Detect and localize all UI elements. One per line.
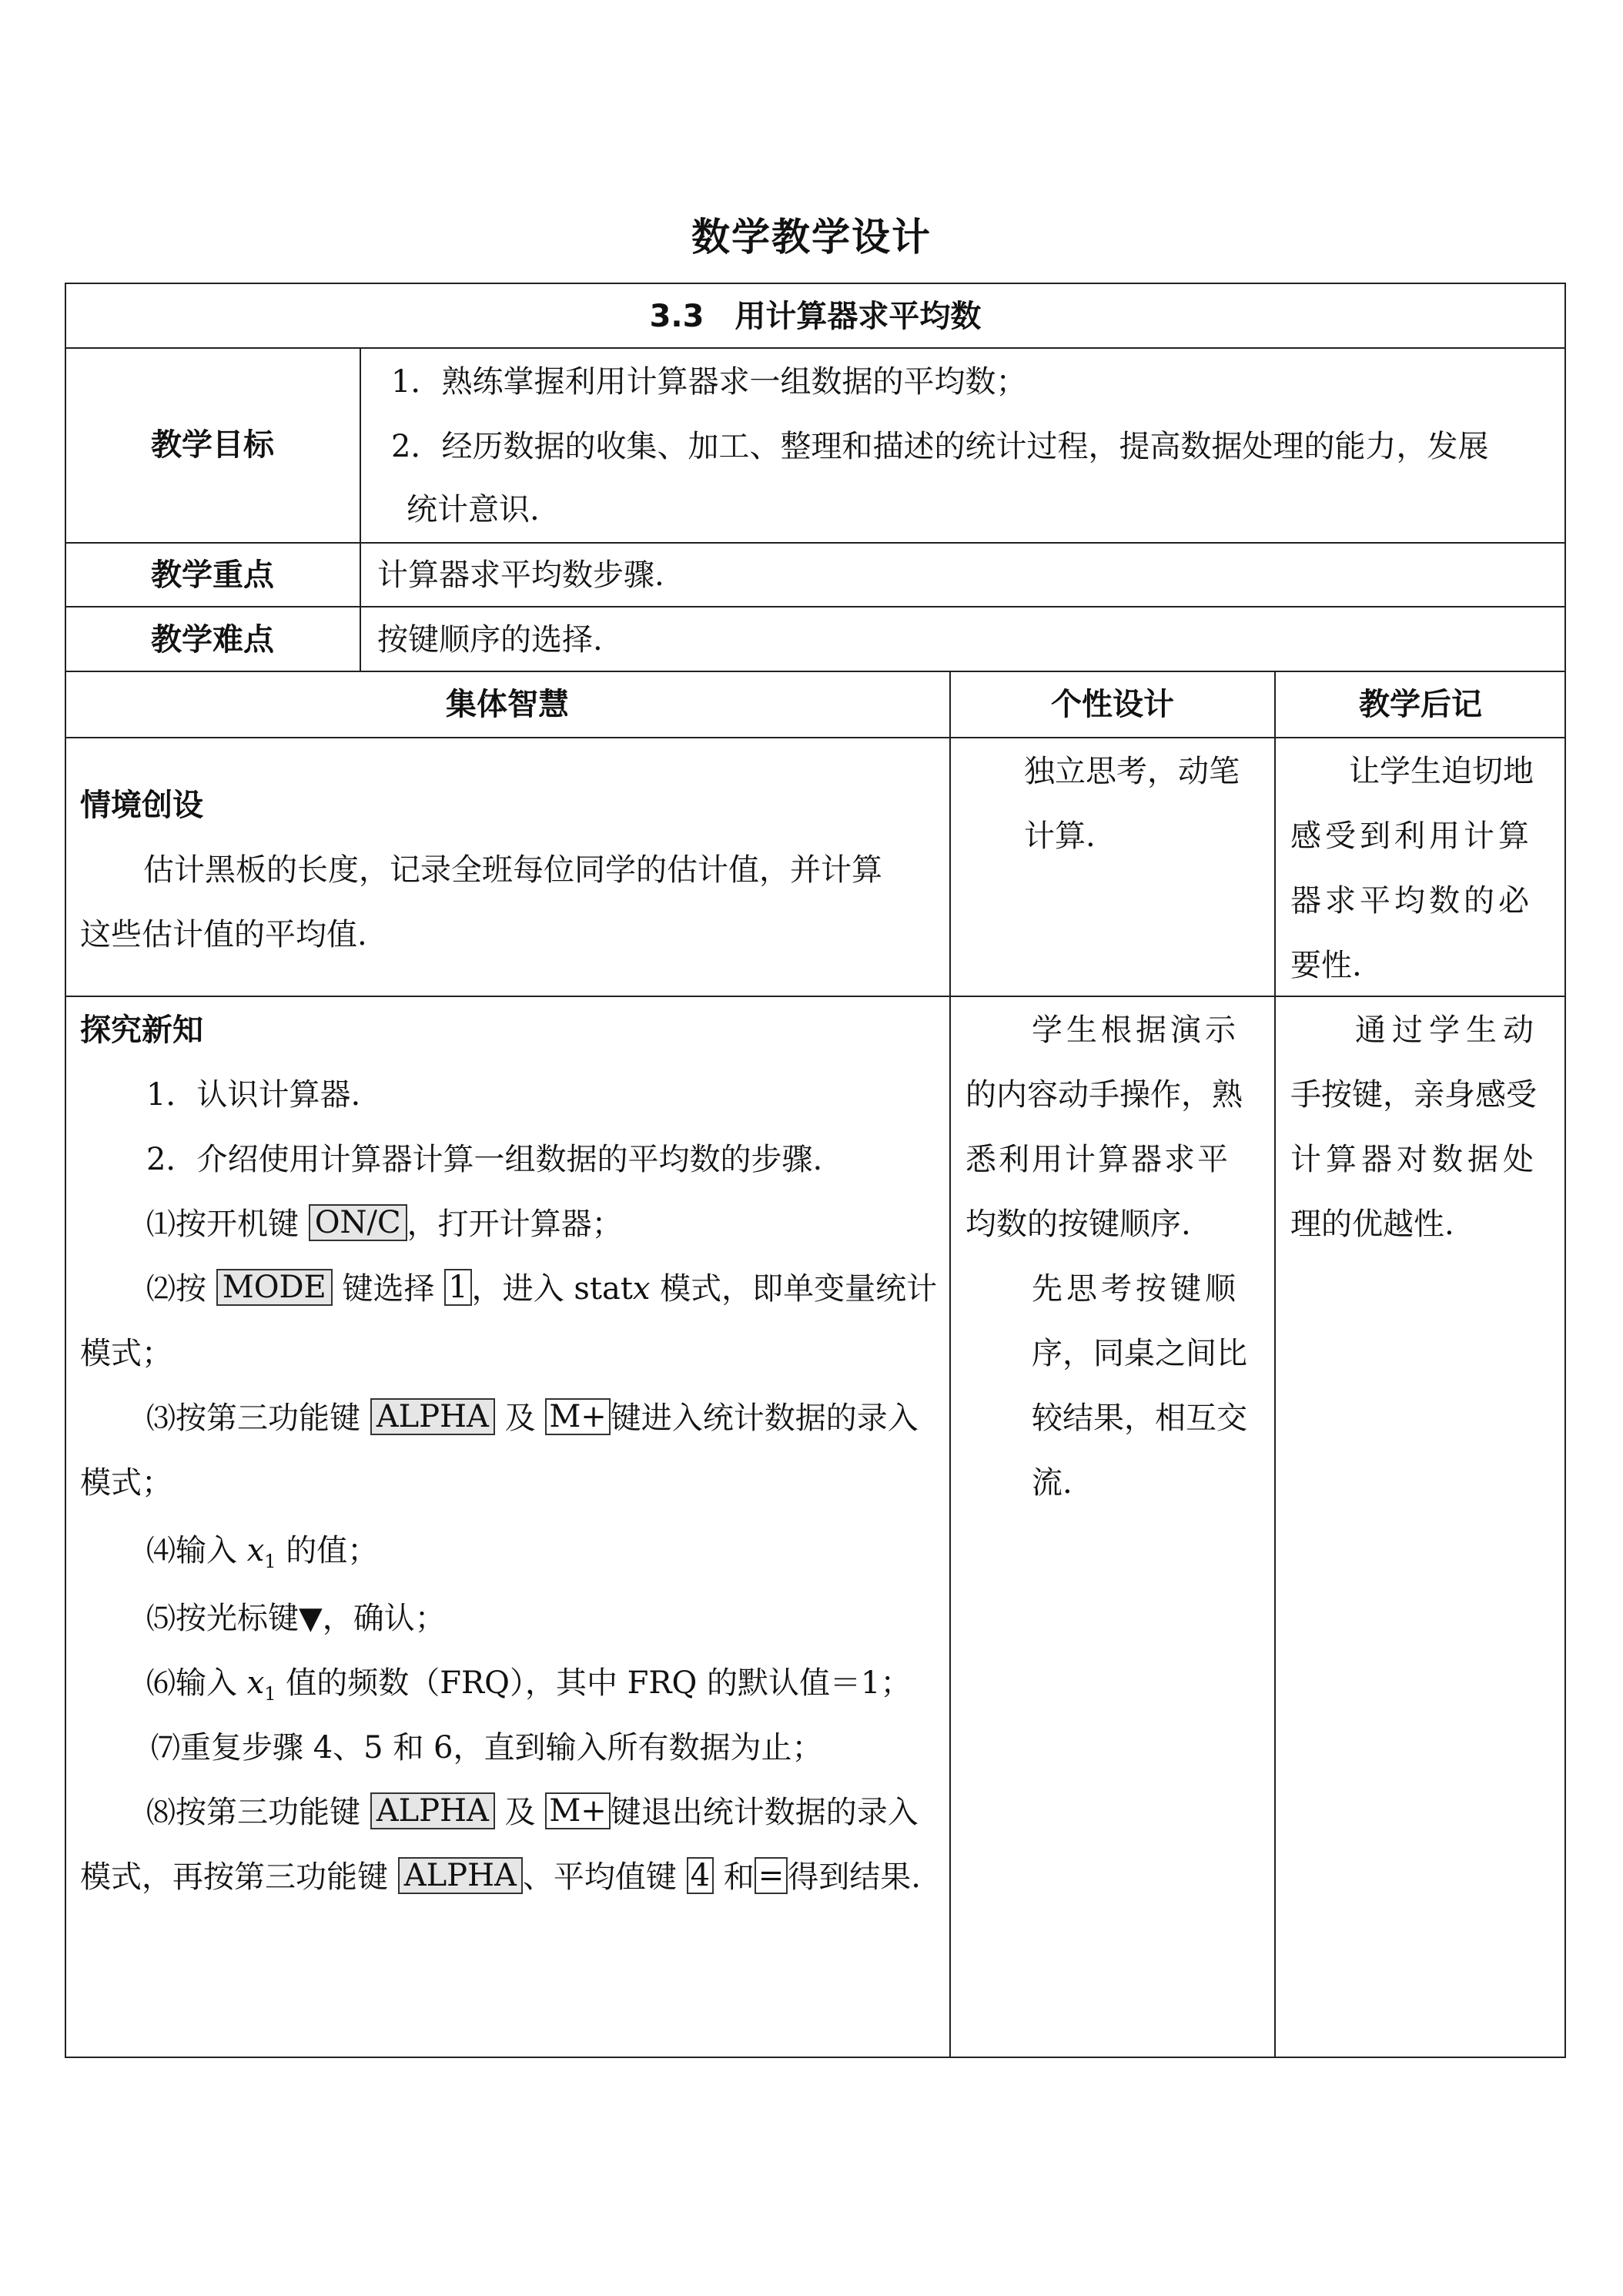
- step-text: 输入: [176, 1665, 247, 1701]
- step-5: [146, 1586, 446, 1651]
- step-text: 得到结果.: [788, 1859, 921, 1895]
- goals-line: 2．经历数据的收集、加工、整理和描述的统计过程，提高数据处理的能力，发展: [391, 429, 1489, 464]
- personal-note-line: 计算.: [1024, 818, 1096, 854]
- reflection-line: 手按键，亲身感受: [1290, 1077, 1537, 1113]
- key-equals: =: [755, 1857, 788, 1894]
- key-1: 1: [444, 1269, 471, 1306]
- step-text: 按第三功能键: [176, 1795, 361, 1830]
- reflection-line: 计算器对数据处: [1290, 1142, 1538, 1177]
- step-8: [146, 1780, 919, 1845]
- step-text: 、平均值键: [522, 1859, 677, 1895]
- step-text: 及: [504, 1401, 536, 1436]
- step-number: ⑷: [146, 1534, 176, 1568]
- step-text: 键选择: [342, 1271, 435, 1307]
- math-variable: x: [632, 1271, 651, 1307]
- step-number: ⑸: [146, 1602, 176, 1635]
- reflection-line: 感受到利用计算: [1290, 818, 1533, 854]
- step-text: 重复步骤 4、5 和 6，直到输入所有数据为止；: [180, 1730, 823, 1766]
- paragraph-line: 2．介绍使用计算器计算一组数据的平均数的步骤.: [146, 1142, 823, 1177]
- step-number: ⑵: [146, 1272, 176, 1306]
- paragraph-line: 这些估计值的平均值.: [80, 917, 367, 952]
- goals-label: 教学目标: [151, 427, 274, 463]
- step-text: 键退出统计数据的录入: [610, 1795, 919, 1830]
- reflection-line: 让学生迫切地: [1349, 754, 1534, 789]
- step-text: 按开机键: [176, 1207, 300, 1242]
- step-number: ⑶: [146, 1401, 176, 1435]
- math-variable: x: [246, 1533, 265, 1568]
- step-3: [146, 1386, 919, 1451]
- step-text: ，打开计算器；: [407, 1207, 623, 1242]
- step-text: ，进入 stat: [471, 1271, 633, 1307]
- key-point-label: 教学重点: [151, 557, 274, 593]
- step-4: [146, 1518, 378, 1594]
- reflection-line: 要性.: [1290, 948, 1362, 983]
- step-text: 按第三功能键: [176, 1401, 361, 1436]
- key-on-c: ON/C: [309, 1204, 407, 1241]
- personal-note-line: 的内容动手操作，熟: [965, 1077, 1243, 1113]
- key-alpha: ALPHA: [398, 1857, 523, 1894]
- key-alpha: ALPHA: [370, 1398, 495, 1435]
- paragraph-line: 模式；: [80, 1336, 172, 1371]
- paragraph-line: 估计黑板的长度，记录全班每位同学的估计值，并计算: [143, 852, 882, 888]
- paragraph-line: 1．认识计算器.: [146, 1077, 361, 1113]
- column-header-notes: 教学后记: [1359, 687, 1482, 722]
- rule: [65, 737, 1566, 738]
- personal-note-line: 序，同桌之间比: [1032, 1336, 1247, 1371]
- personal-note-line: 悉利用计算器求平: [965, 1142, 1230, 1177]
- personal-note-line: 流.: [1032, 1465, 1073, 1501]
- paragraph-line: 模式；: [80, 1465, 172, 1501]
- step-text: 模式，再按第三功能键: [80, 1859, 388, 1895]
- rule: [949, 671, 951, 2058]
- difficulty-label: 教学难点: [151, 622, 274, 658]
- key-4: 4: [687, 1857, 714, 1894]
- step-8-continued: [80, 1845, 921, 1909]
- step-text: 和: [723, 1859, 755, 1895]
- section-heading: 探究新知: [80, 1012, 203, 1048]
- step-text: 值的频数（FRQ），其中 FRQ 的默认值＝1；: [276, 1665, 912, 1701]
- section-heading: 情境创设: [80, 788, 203, 823]
- key-alpha: ALPHA: [370, 1792, 495, 1829]
- key-m-plus: M+: [545, 1398, 610, 1435]
- step-number: ⑺: [151, 1731, 181, 1765]
- key-mode: MODE: [216, 1269, 333, 1306]
- math-subscript: 1: [264, 1683, 276, 1705]
- math-subscript: 1: [264, 1551, 276, 1572]
- personal-note-line: 先思考按键顺: [1032, 1271, 1240, 1307]
- column-header-collective: 集体智慧: [446, 687, 569, 722]
- personal-note-line: 较结果，相互交: [1032, 1401, 1247, 1436]
- step-text: 按光标键▼，确认；: [176, 1601, 446, 1636]
- column-header-personal: 个性设计: [1051, 687, 1174, 722]
- goals-line: 1．熟练掌握利用计算器求一组数据的平均数；: [391, 364, 1027, 400]
- lesson-title: 3.3 用计算器求平均数: [649, 299, 982, 334]
- personal-note-line: 学生根据演示: [1032, 1012, 1240, 1048]
- step-number: ⑻: [146, 1796, 176, 1829]
- document-title: 数学教学设计: [691, 215, 932, 259]
- step-text: 输入: [176, 1533, 247, 1568]
- reflection-line: 通过学生动: [1355, 1012, 1540, 1048]
- step-1: [146, 1192, 623, 1257]
- step-number: ⑴: [146, 1207, 176, 1241]
- goals-line: 统计意识.: [407, 492, 540, 527]
- reflection-line: 器求平均数的必: [1290, 883, 1533, 919]
- key-point-text: 计算器求平均数步骤.: [377, 557, 664, 593]
- step-text: 按: [176, 1271, 207, 1307]
- step-text: 的值；: [276, 1533, 379, 1568]
- step-text: 及: [504, 1795, 536, 1830]
- rule: [1274, 671, 1276, 2058]
- step-text: 模式，即单变量统计: [650, 1271, 938, 1307]
- personal-note-line: 均数的按键顺序.: [965, 1207, 1191, 1242]
- personal-note-line: 独立思考，动笔: [1024, 754, 1240, 789]
- step-number: ⑹: [146, 1666, 176, 1700]
- math-variable: x: [246, 1665, 265, 1701]
- step-2: [146, 1257, 937, 1321]
- difficulty-text: 按键顺序的选择.: [377, 622, 603, 658]
- reflection-line: 理的优越性.: [1290, 1207, 1454, 1242]
- step-text: 键进入统计数据的录入: [610, 1401, 919, 1436]
- step-7: [151, 1715, 823, 1780]
- key-m-plus: M+: [545, 1792, 610, 1829]
